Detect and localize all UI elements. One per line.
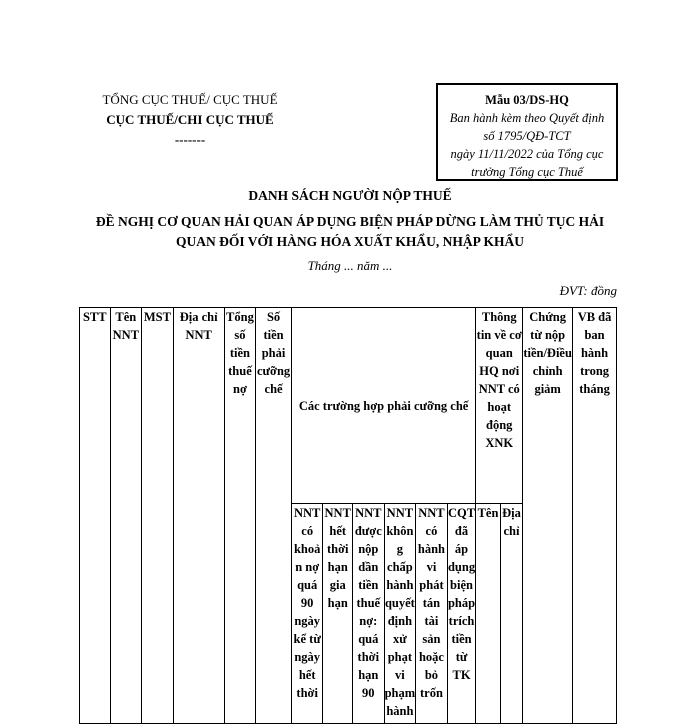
sub-header-overdue-90: NNT có khoản nợ quá 90 ngày kể từ ngày hết thời: [291, 504, 323, 724]
form-code-box: [436, 83, 618, 181]
col-header-tong-so-tien-thue-no: Tổng số tiền thuế nợ: [224, 308, 256, 724]
issuing-agency-block: [80, 90, 300, 150]
form-line: Ban hành kèm theo Quyết định: [449, 111, 605, 125]
dash-line: -------: [174, 132, 206, 147]
col-header-vb-ban-hanh: VB đã ban hành trong tháng: [573, 308, 617, 724]
col-header-dia-chi-nnt: Địa chỉ NNT: [173, 308, 224, 724]
col-header-thong-tin-hq: Thông tin về cơ quan HQ nơi NNT có hoạt động XNK: [476, 308, 523, 504]
form-line: ngày 11/11/2022 của Tổng cục: [450, 147, 604, 161]
unit-label: ĐVT: đồng: [559, 283, 617, 298]
col-header-chung-tu: Chứng từ nộp tiền/Điều chỉnh giảm: [523, 308, 573, 724]
form-line: số 1795/QĐ-TCT: [483, 129, 571, 143]
taxpayer-table: [79, 307, 617, 724]
sub-header-extension-expired: NNT hết thời hạn gia hạn: [323, 504, 353, 724]
sub-header-dia-chi: Địa chỉ: [500, 504, 522, 724]
sub-header-ten: Tên: [476, 504, 500, 724]
document-title: DANH SÁCH NGƯỜI NỘP THUẾ: [248, 188, 452, 203]
form-code: Mẫu 03/DS-HQ: [485, 93, 569, 107]
office-line: CỤC THUẾ/CHI CỤC THUẾ: [106, 112, 274, 127]
sub-header-penalty-noncompliance: NNT không chấp hành quyết định xử phạt vi phạm hành: [384, 504, 416, 724]
col-header-mst: MST: [142, 308, 174, 724]
col-header-so-tien-phai-cuong-che: Số tiền phải cưỡng chế: [256, 308, 292, 724]
col-header-cac-truong-hop: Các trường hợp phải cưỡng chế: [291, 308, 475, 504]
sub-header-account-deduction: CQT đã áp dụng biện pháp trích tiền từ TK: [447, 504, 476, 724]
form-line: trưởng Tổng cục Thuế: [471, 165, 583, 179]
col-header-stt: STT: [80, 308, 111, 724]
period-line: Tháng ... năm ...: [307, 258, 393, 273]
sub-header-installment-overdue: NNT được nộp dần tiền thuế nợ: quá thời hạn 90: [353, 504, 385, 724]
sub-header-asset-dispersal: NNT có hành vi phát tán tài sản hoặc bỏ trốn: [416, 504, 448, 724]
col-header-ten-nnt: Tên NNT: [110, 308, 142, 724]
agency-line: TỔNG CỤC THUẾ/ CỤC THUẾ: [102, 92, 278, 107]
document-subtitle: ĐỀ NGHỊ CƠ QUAN HẢI QUAN ÁP DỤNG BIỆN PHÁP DỪNG LÀM THỦ TỤC HẢI QUAN ĐỐI VỚI HÀNG HÓA XUẤT KHẨU, NHẬP KHẨU: [95, 214, 605, 249]
